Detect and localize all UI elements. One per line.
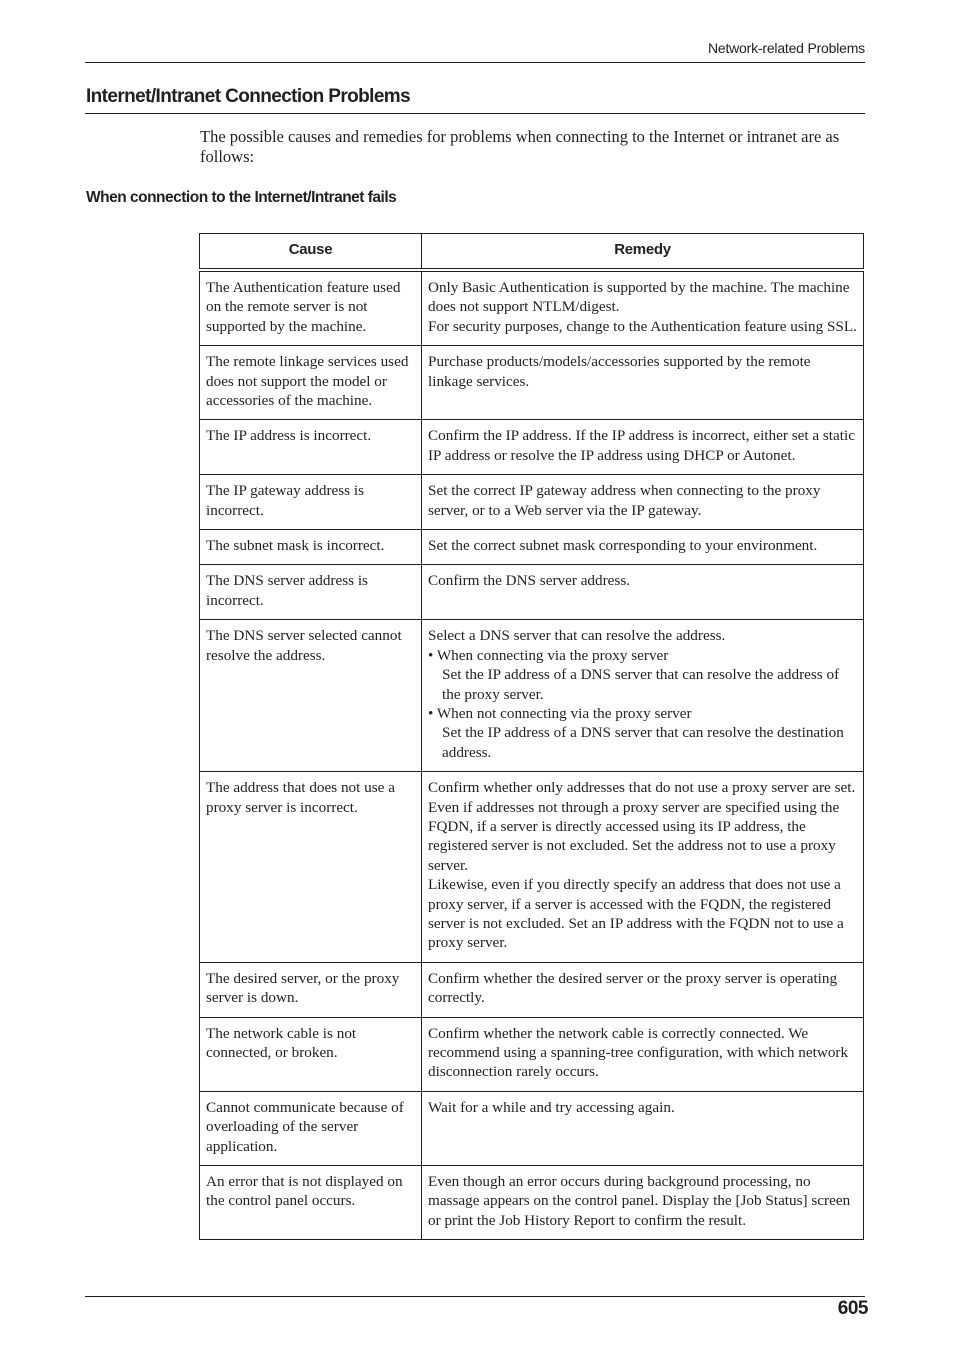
table-row (200, 772, 864, 963)
remedy-text: For security purposes, change to the Authentication feature using SSL. (428, 317, 857, 335)
remedy-cell (422, 962, 864, 1017)
cause-remedy-table (199, 233, 864, 1240)
running-header: Network-related Problems (707, 40, 865, 56)
remedy-cell (422, 1017, 864, 1091)
remedy-cell (422, 346, 864, 420)
header-rule (85, 62, 865, 63)
footer-rule (85, 1296, 865, 1297)
remedy-cell (422, 420, 864, 475)
remedy-text: Likewise, even if you directly specify an address that does not use a proxy server, if a server is accessed with the FQDN, the registered server is not excluded. Set an IP address with the FQDN not to use a proxy server. (428, 876, 844, 952)
cause-cell: The network cable is not connected, or broken. (200, 1017, 422, 1091)
remedy-cell (422, 772, 864, 963)
remedy-text: Confirm whether only addresses that do not use a proxy server are set. Even if addresses not through a proxy server are specified using the FQDN, if a server is directly accessed using its IP address, the registered server is not excluded. Set the address not to use a proxy server. (428, 779, 856, 874)
remedy-text: Only Basic Authentication is supported by the machine. The machine does not support NTLM/digest. (428, 279, 850, 316)
cause-cell: Cannot communicate because of overloading of the server application. (200, 1091, 422, 1165)
remedy-bullet: • When not connecting via the proxy server (428, 704, 692, 722)
remedy-cell (422, 270, 864, 346)
table-row (200, 475, 864, 530)
cause-cell: The remote linkage services used does not support the model or accessories of the machine. (200, 346, 422, 420)
remedy-cell (422, 1091, 864, 1165)
table-row (200, 530, 864, 565)
cause-cell: An error that is not displayed on the control panel occurs. (200, 1166, 422, 1240)
cause-cell: The IP address is incorrect. (200, 420, 422, 475)
remedy-text: Confirm whether the network cable is correctly connected. We recommend using a spanning-tree configuration, with which network disconnection rarely occurs. (428, 1024, 849, 1081)
section-title-rule (85, 113, 865, 114)
remedy-text: Confirm the IP address. If the IP address is incorrect, either set a static IP address or resolve the IP address using DHCP or Autonet. (428, 427, 855, 464)
remedy-text: Even though an error occurs during background processing, no massage appears on the control panel. Display the [Job Status] screen or print the Job History Report to confirm the result. (428, 1173, 851, 1229)
column-header-remedy: Remedy (422, 234, 864, 271)
remedy-text: Purchase products/models/accessories supported by the remote linkage services. (428, 353, 811, 390)
cause-cell: The desired server, or the proxy server is down. (200, 962, 422, 1017)
subsection-title: When connection to the Internet/Intranet fails (86, 189, 397, 206)
table-row (200, 962, 864, 1017)
remedy-text: Select a DNS server that can resolve the address. (428, 627, 726, 645)
table-row (200, 565, 864, 620)
column-header-cause: Cause (200, 234, 422, 271)
cause-cell: The subnet mask is incorrect. (200, 530, 422, 565)
remedy-text: Wait for a while and try accessing again. (428, 1098, 675, 1116)
table-row (200, 346, 864, 420)
cause-cell: The address that does not use a proxy server is incorrect. (200, 772, 422, 963)
table-row (200, 420, 864, 475)
cause-cell: The DNS server selected cannot resolve the address. (200, 620, 422, 772)
section-title: Internet/Intranet Connection Problems (86, 86, 411, 107)
page-number: 605 (837, 1298, 868, 1319)
table-row (200, 270, 864, 346)
table-row (200, 1017, 864, 1091)
remedy-cell (422, 530, 864, 565)
remedy-bullet-detail: Set the IP address of a DNS server that can resolve the destination address. (442, 724, 844, 761)
table-header-row (200, 234, 864, 271)
remedy-text: Set the correct subnet mask corresponding to your environment. (428, 537, 818, 555)
remedy-text: Set the correct IP gateway address when connecting to the proxy server, or to a Web server via the IP gateway. (428, 482, 821, 519)
remedy-text: Confirm whether the desired server or the proxy server is operating correctly. (428, 969, 838, 1007)
table-row (200, 620, 864, 772)
remedy-cell (422, 1166, 864, 1240)
table-row (200, 1166, 864, 1240)
cause-cell: The Authentication feature used on the remote server is not supported by the machine. (200, 270, 422, 346)
intro-paragraph: The possible causes and remedies for problems when connecting to the Internet or intranet are as follows: (200, 127, 840, 166)
remedy-cell (422, 565, 864, 620)
table-row (200, 1091, 864, 1165)
remedy-cell (422, 620, 864, 772)
remedy-cell (422, 475, 864, 530)
remedy-bullet: • When connecting via the proxy server (428, 646, 669, 664)
cause-cell: The IP gateway address is incorrect. (200, 475, 422, 530)
cause-cell: The DNS server address is incorrect. (200, 565, 422, 620)
remedy-text: Confirm the DNS server address. (428, 572, 631, 590)
remedy-bullet-detail: Set the IP address of a DNS server that can resolve the address of the proxy server. (442, 666, 840, 703)
